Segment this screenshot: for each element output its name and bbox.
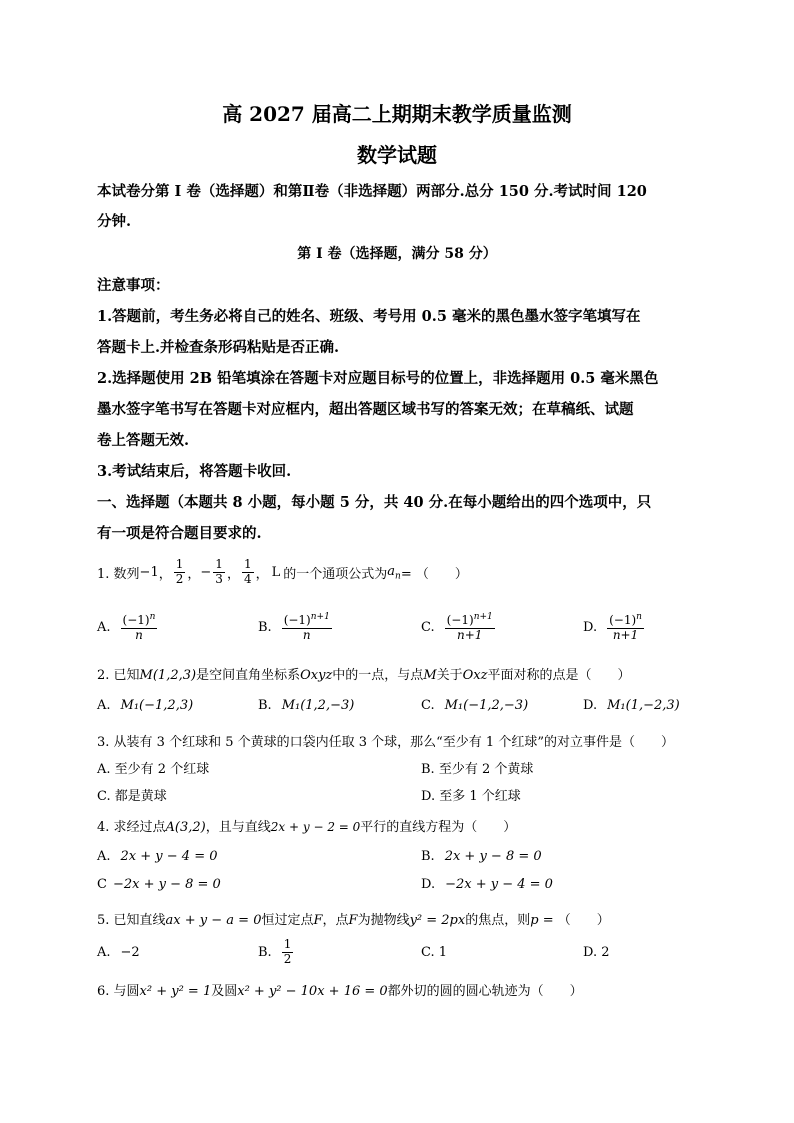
q2-option-d[interactable]: D. M₁(1,−2,3): [583, 698, 680, 713]
q1-term-4: $\frac{1}{4}$: [243, 557, 252, 586]
q1-option-c[interactable]: C. $\frac{(-1)^{n+1}}{n+1}$: [421, 612, 493, 642]
q1-mid: 的一个通项公式为: [283, 566, 388, 582]
q5-option-d[interactable]: D. 2: [583, 945, 610, 960]
q4-option-a[interactable]: A. 2x + y − 4 = 0: [97, 849, 218, 864]
q1-term-3: $\frac{1}{3}$: [215, 557, 223, 586]
notes-heading: 注意事项：: [97, 277, 170, 294]
question-6: 6. 与圆x² + y² = 1及圆x² + y² − 10x + 16 = 0都外切的圆的圆心轨迹为（ ）: [97, 984, 583, 999]
q4-option-b[interactable]: B. 2x + y − 8 = 0: [421, 849, 542, 864]
q1-option-b[interactable]: B. $\frac{(-1)^{n+1}}{n}$: [258, 612, 330, 642]
q2-option-b[interactable]: B. M₁(1,2,−3): [258, 698, 355, 713]
section-1-line-1: 一、选择题（本题共 8 小题，每小题 5 分，共 40 分.在每小题给出的四个选项中，只: [97, 494, 652, 511]
question-5: 5. 已知直线ax + y − a = 0恒过定点F，点F为抛物线y² = 2px的焦点，则p = （ ）: [97, 913, 610, 928]
q5-option-c[interactable]: C. 1: [421, 945, 448, 960]
q3-option-c[interactable]: C. 都是黄球: [97, 789, 167, 804]
q1-term-3-sign: −: [200, 564, 212, 580]
note-2-line-1: 2.选择题使用 2B 铅笔填涂在答题卡对应题目标号的位置上，非选择题用 0.5 毫米黑色: [97, 370, 659, 387]
note-3: 3.考试结束后，将答题卡收回.: [97, 463, 292, 480]
part1-heading: 第 I 卷（选择题，满分 58 分）: [297, 246, 497, 262]
subject-title: 数学试题: [357, 143, 437, 167]
q1-ellipsis: L: [271, 564, 281, 580]
question-4: 4. 求经过点A(3,2)，且与直线2x + y − 2 = 0平行的直线方程为（ ）: [97, 820, 517, 835]
q1-option-a[interactable]: A. $\frac{(-1)^n}{n}$: [97, 612, 156, 642]
q1-term-2: $\frac{1}{2}$: [175, 557, 184, 586]
q2-option-c[interactable]: C. M₁(−1,2,−3): [421, 698, 529, 713]
q3-option-b[interactable]: B. 至少有 2 个黄球: [421, 762, 534, 777]
note-1-line-1: 1.答题前，考生务必将自己的姓名、班级、考号用 0.5 毫米的黑色墨水签字笔填写在: [97, 308, 641, 325]
q1-an: $a_n$: [387, 563, 401, 582]
exam-title: 高 2027 届高二上期期末教学质量监测: [222, 102, 572, 126]
note-2-line-3: 卷上答题无效.: [97, 432, 190, 449]
note-2-line-2: 墨水签字笔书写在答题卡对应框内，超出答题区域书写的答案无效；在草稿纸、试题: [97, 401, 634, 418]
q4-option-d[interactable]: D. −2x + y − 4 = 0: [421, 877, 553, 892]
section-1-line-2: 有一项是符合题目要求的.: [97, 525, 262, 542]
note-1-line-2: 答题卡上.并检查条形码粘贴是否正确.: [97, 339, 340, 356]
q5-option-a[interactable]: A. −2: [97, 945, 140, 960]
q1-option-d[interactable]: D. $\frac{(-1)^n}{n+1}$: [583, 612, 642, 642]
q1-tail: = （ ）: [400, 566, 468, 582]
q1-prefix: 1. 数列: [97, 566, 140, 582]
intro-line-1: 本试卷分第 I 卷（选择题）和第Ⅱ卷（非选择题）两部分.总分 150 分.考试时间 120: [97, 183, 647, 200]
q2-option-a[interactable]: A. M₁(−1,2,3): [97, 698, 194, 713]
q5-option-b[interactable]: B. $\frac{1}{2}$: [258, 937, 292, 966]
q3-option-d[interactable]: D. 至多 1 个红球: [421, 789, 521, 804]
q1-term-1: −1: [139, 564, 159, 580]
q4-option-c[interactable]: C −2x + y − 8 = 0: [97, 877, 221, 892]
intro-line-2: 分钟.: [97, 213, 132, 230]
question-2: 2. 已知M(1,2,3)是空间直角坐标系Oxyz中的一点，与点M关于Oxz平面对称的点是（ ）: [97, 668, 631, 683]
question-1: 1. 数列 −1 ， $\frac{1}{2}$ ， − $\frac{1}{3}$ ， $\frac{1}{4}$ ， L 的一个通项公式为 $a_n$ = （ ）: [97, 557, 468, 586]
q3-option-a[interactable]: A. 至少有 2 个红球: [97, 762, 210, 777]
question-3: 3. 从装有 3 个红球和 5 个黄球的口袋内任取 3 个球，那么“至少有 1 个红球”的对立事件是（ ）: [97, 735, 674, 750]
